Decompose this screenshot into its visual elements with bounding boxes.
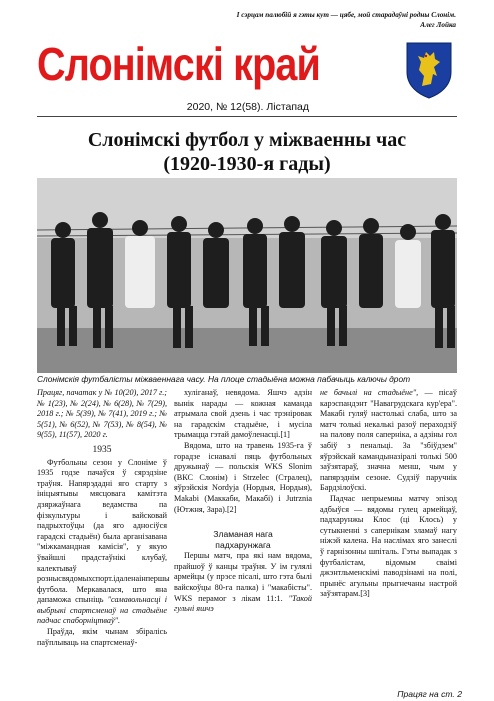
paragraph <box>37 457 170 628</box>
article-headline <box>37 128 457 176</box>
article-column-3 <box>320 388 457 600</box>
issue-number: 2020, № 12(58). Лістапад <box>186 101 309 113</box>
article-column-1 <box>37 388 170 648</box>
article-column-2 <box>174 388 312 615</box>
paragraph-quote: "Такой гульні яшчэ <box>174 593 312 614</box>
section-subhead <box>174 529 312 551</box>
paragraph-text: Першы матч, пра які нам вядома, прайшоў ў канцы траўня. У ім гулялі армейцы (у прэсе пісалі, што гэта былі вайскоўцы 80-га палка) і "макабісты". WKS перамог з лікам 11:1. <box>174 551 312 603</box>
header-divider <box>37 116 457 117</box>
photo-caption: Слонімскія футбалісты міжваеннага часу. На плоце стадыёна можна пабачыць калючы дрот <box>37 374 411 384</box>
subhead-line-2: падхарунжага <box>215 540 271 551</box>
epigraph-author: Алег Лойка <box>420 21 456 29</box>
paragraph <box>320 388 457 494</box>
paragraph-text: Футбольны сезон у Слоніме ў 1935 годзе пачаўся ў сярэдзіне траўня. Напярэдадні яго старту з ініцыятывы мясцовага камітэта дзяржаўнага ведамства па фізкультуры і вайсковай падрыхтоўцы (да яго адносіўся гарадскі стадыён) была арганізавана "міжкамандная камісія", у якую ўвайшлі прадстаўнікі клубаў, калектываў рознысвядомыхспорт.ідаленаінпершы футбола. Меркавалася, што яна дапаможа спыніць <box>37 457 170 605</box>
paragraph-text: — пісаў карэспандэнт "Навагрудскага кур'ера". Макабі гуляў настолькі слаба, што за матч толькі некалькі разоў пераходзіў на палову поля саперніка, а адзіны гол забіў з пенальці. За "збіўдзем" яўрэйскай камандыназіралі толькі 500 заўзятараў, значна менш, чым у папярэднім сезоне. Судзіў паручнік Бардзілоўскі. <box>320 388 458 493</box>
paragraph <box>174 551 312 615</box>
slonim-coat-of-arms-icon <box>404 40 454 100</box>
paragraph: Праўда, якім чынам збіралісь паўплываць на спартсменаў- <box>37 627 167 647</box>
team-photo <box>37 178 457 373</box>
subhead-line-1: Зламаная нага <box>213 529 273 540</box>
headline-line-2: (1920-1930-я гады) <box>163 153 331 175</box>
continued-note: Працяг на ст. 2 <box>397 689 462 699</box>
epigraph-quote: І сэрцам палюбій я гэты кут — цябе, мой старадаўні родны Слонім. <box>236 11 456 19</box>
paragraph: Вядома, што на травень 1935-га ў горадзе існавалі пяць футбольных дружынаў — польскія WKS Slonim (ВКС Слонім) і Strzelec (Стралец), яўрэйскія Nordyja (Нордыя, Нордыя), Makabi (Маккаби, Макабі) і Jutrznia (Ютжня, Зара).[2] <box>174 440 312 514</box>
paragraph-quote: не бачылі на стадыёне", <box>320 388 419 397</box>
epigraph <box>237 10 456 30</box>
team-photo-illustration <box>37 178 457 373</box>
masthead-title: Слонімскі край <box>37 38 321 90</box>
previous-parts-note: Працяг, пачатак у № 10(20), 2017 г.; № 1(23), № 2(24), № 6(28), № 7(29), 2018 г.; № 5(39), № 7(41), 2019 г.; № 5(51), № 6(52), № 7(53), № 8(54), № 9(55), 11(57), 2020 г. <box>37 388 167 440</box>
section-year: 1935 <box>92 444 112 455</box>
paragraph-quote: "самавольнасці і выбрыкі спартсменаў на стадыёне падчас спаборніцтваў". <box>37 595 168 626</box>
paragraph: Падчас непрыемны матчу эпізод адбыўся — вядомы гулец армейцаў, падхарунжы Клос (ці Клось) у сутыкненні з сапернікам зламаў нагу ніжэй калена. На наслімах яго занеслі ў гарнізонны шпіталь. Гэты выпадак з футбалістам, відомым сваімі джэнтльменскімі паводзінамі на полі, прынёс агульны прыгнечаны настрой заўзятарам.[3] <box>320 493 457 599</box>
headline-line-1: Слонімскі футбол у міжваенны час <box>87 129 407 151</box>
paragraph: хуліганаў, невядома. Яшчэ адзін вынік нарады — кожная каманда атрымала свой дзень і час трэніровак на гарадскім стадыёне, і мусіла трымацца гэтай дамоўленасці.[1] <box>174 388 312 440</box>
